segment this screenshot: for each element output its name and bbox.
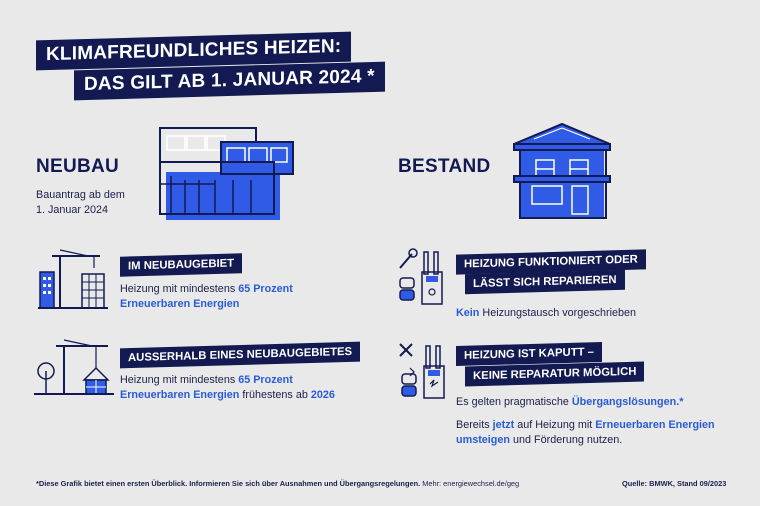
bestand-item1-label-line2: LÄSST SICH REPARIEREN	[465, 270, 625, 294]
broken-heater-icon	[396, 340, 456, 402]
bestand-item2-text2: Bereits jetzt auf Heizung mit Erneuerbaren Energien umsteigen und Förderung nutzen.	[456, 419, 715, 446]
title-line2: DAS GILT AB 1. JANUAR 2024 *	[74, 62, 385, 101]
bestand-item1-label-line1: HEIZUNG FUNKTIONIERT ODER	[456, 249, 646, 274]
modern-house-icon	[155, 128, 305, 228]
neubau-item2-text: Heizung mit mindestens 65 Prozent Erneuerbaren Energien frühestens ab 2026	[120, 374, 335, 401]
neubau-subtext-line1: Bauantrag ab dem	[36, 189, 125, 201]
neubau-item2-label: AUSSERHALB EINES NEUBAUGEBIETES	[120, 342, 360, 369]
bestand-item2-label-line1: HEIZUNG IST KAPUTT –	[456, 342, 602, 366]
footer-source: Quelle: BMWK, Stand 09/2023	[622, 479, 727, 488]
wrench-heater-icon	[396, 248, 456, 308]
bestand-heading: BESTAND	[398, 156, 491, 177]
neubau-item1-text: Heizung mit mindestens 65 Prozent Erneuerbaren Energien	[120, 283, 293, 310]
bestand-item2-label-line2: KEINE REPARATUR MÖGLICH	[465, 361, 644, 386]
crane-buildings-icon	[38, 250, 108, 310]
bestand-item1-text: Kein Heizungstausch vorgeschrieben	[456, 307, 637, 319]
neubau-heading: NEUBAU	[36, 156, 120, 177]
existing-house-icon	[512, 122, 622, 222]
footer-note: *Diese Grafik bietet einen ersten Überblick. Informieren Sie sich über Ausnahmen und Übergangsregelungen. Mehr: energiewechsel.de/geg	[36, 479, 520, 488]
title-line1: KLIMAFREUNDLICHES HEIZEN:	[36, 32, 351, 71]
crane-house-tree-icon	[34, 338, 114, 398]
neubau-subtext-line2: 1. Januar 2024	[36, 204, 109, 216]
bestand-item2-text1: Es gelten pragmatische Übergangslösungen.*	[456, 396, 684, 408]
neubau-item1-label: IM NEUBAUGEBIET	[120, 253, 242, 276]
